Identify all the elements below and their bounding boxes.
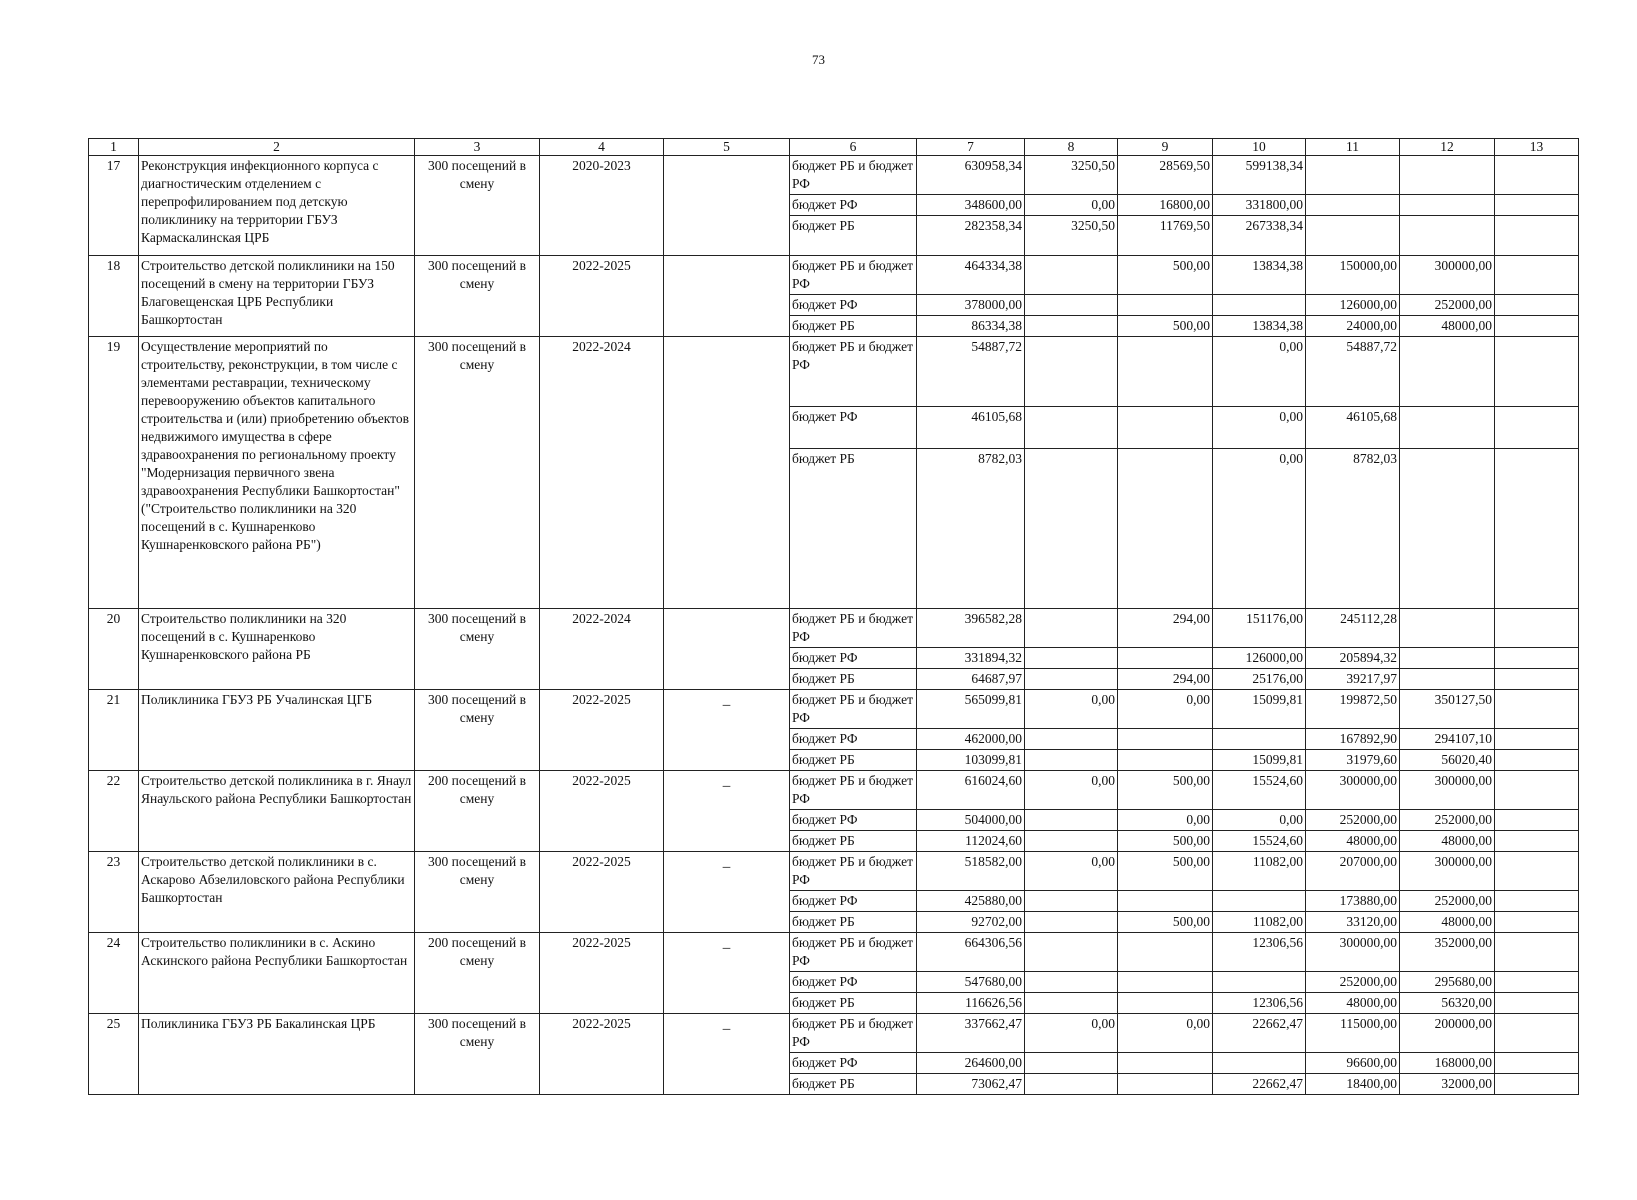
amount-c10: 599138,34 — [1213, 156, 1306, 195]
amount-c13 — [1495, 729, 1579, 750]
project-name: Осуществление мероприятий по строительству, реконструкции, в том числе с элементами реставрации, техническому перевооружению объектов капитального строительства и (или) приобретению объектов недвижимого имущества в сфере здравоохранения по региональному проекту "Модернизация первичного звена здравоохранения Республики Башкортостан" ("Строительство поликлиники на 320 посещений в с. Кушнаренково Кушнаренковского района РБ") — [139, 337, 415, 609]
amount-c7: 92702,00 — [917, 912, 1025, 933]
amount-c9 — [1118, 449, 1213, 609]
amount-c12 — [1400, 216, 1495, 256]
period: 2020-2023 — [540, 156, 664, 256]
amount-c9: 500,00 — [1118, 852, 1213, 891]
amount-c9 — [1118, 972, 1213, 993]
project-name: Строительство детской поликлиники на 150 посещений в смену на территории ГБУЗ Благовещенская ЦРБ Республики Башкортостан — [139, 256, 415, 337]
amount-c7: 116626,56 — [917, 993, 1025, 1014]
amount-c11: 252000,00 — [1306, 810, 1400, 831]
amount-c13 — [1495, 972, 1579, 993]
amount-c13 — [1495, 750, 1579, 771]
amount-c13 — [1495, 669, 1579, 690]
amount-c9 — [1118, 891, 1213, 912]
funding-source: бюджет РФ — [790, 972, 917, 993]
amount-c8 — [1025, 337, 1118, 407]
row-number: 20 — [89, 609, 139, 690]
amount-c7: 73062,47 — [917, 1074, 1025, 1095]
column-header-3: 3 — [415, 139, 540, 156]
amount-c12: 350127,50 — [1400, 690, 1495, 729]
amount-c12: 300000,00 — [1400, 771, 1495, 810]
amount-c7: 112024,60 — [917, 831, 1025, 852]
amount-c11: 8782,03 — [1306, 449, 1400, 609]
column-5-value — [664, 609, 790, 690]
funding-source: бюджет РБ — [790, 993, 917, 1014]
capacity: 300 посещений в смену — [415, 256, 540, 337]
amount-c13 — [1495, 648, 1579, 669]
amount-c9: 16800,00 — [1118, 195, 1213, 216]
amount-c8 — [1025, 1053, 1118, 1074]
column-header-2: 2 — [139, 139, 415, 156]
amount-c10: 151176,00 — [1213, 609, 1306, 648]
amount-c7: 264600,00 — [917, 1053, 1025, 1074]
period: 2022-2025 — [540, 690, 664, 771]
amount-c8: 0,00 — [1025, 1014, 1118, 1053]
amount-c7: 348600,00 — [917, 195, 1025, 216]
column-header-8: 8 — [1025, 139, 1118, 156]
amount-c9: 11769,50 — [1118, 216, 1213, 256]
amount-c9: 500,00 — [1118, 831, 1213, 852]
funding-source: бюджет РБ — [790, 449, 917, 609]
amount-c13 — [1495, 316, 1579, 337]
amount-c13 — [1495, 891, 1579, 912]
amount-c10: 0,00 — [1213, 407, 1306, 449]
amount-c8 — [1025, 669, 1118, 690]
amount-c7: 616024,60 — [917, 771, 1025, 810]
funding-source: бюджет РБ и бюджет РФ — [790, 1014, 917, 1053]
amount-c11: 252000,00 — [1306, 972, 1400, 993]
amount-c8: 0,00 — [1025, 195, 1118, 216]
amount-c11: 24000,00 — [1306, 316, 1400, 337]
column-header-13: 13 — [1495, 139, 1579, 156]
amount-c9: 500,00 — [1118, 256, 1213, 295]
amount-c13 — [1495, 256, 1579, 295]
amount-c11: 150000,00 — [1306, 256, 1400, 295]
row-number: 18 — [89, 256, 139, 337]
amount-c8 — [1025, 972, 1118, 993]
amount-c7: 103099,81 — [917, 750, 1025, 771]
amount-c7: 86334,38 — [917, 316, 1025, 337]
funding-source: бюджет РБ — [790, 750, 917, 771]
column-5-value — [664, 256, 790, 337]
amount-c11: 199872,50 — [1306, 690, 1400, 729]
amount-c9: 294,00 — [1118, 609, 1213, 648]
period: 2022-2024 — [540, 337, 664, 609]
amount-c7: 337662,47 — [917, 1014, 1025, 1053]
funding-source: бюджет РФ — [790, 295, 917, 316]
amount-c10: 0,00 — [1213, 337, 1306, 407]
amount-c9: 0,00 — [1118, 1014, 1213, 1053]
period: 2022-2025 — [540, 933, 664, 1014]
column-header-12: 12 — [1400, 139, 1495, 156]
funding-source: бюджет РФ — [790, 648, 917, 669]
capacity: 300 посещений в смену — [415, 156, 540, 256]
amount-c11: 300000,00 — [1306, 771, 1400, 810]
amount-c12 — [1400, 407, 1495, 449]
amount-c13 — [1495, 933, 1579, 972]
amount-c8 — [1025, 648, 1118, 669]
row-number: 19 — [89, 337, 139, 609]
amount-c13 — [1495, 609, 1579, 648]
amount-c13 — [1495, 407, 1579, 449]
funding-source: бюджет РБ — [790, 669, 917, 690]
funding-source: бюджет РБ — [790, 216, 917, 256]
amount-c10: 126000,00 — [1213, 648, 1306, 669]
amount-c12: 32000,00 — [1400, 1074, 1495, 1095]
period: 2022-2025 — [540, 852, 664, 933]
amount-c11: 18400,00 — [1306, 1074, 1400, 1095]
funding-source: бюджет РФ — [790, 195, 917, 216]
amount-c13 — [1495, 690, 1579, 729]
table-row — [89, 771, 1579, 810]
period: 2022-2025 — [540, 1014, 664, 1095]
amount-c7: 504000,00 — [917, 810, 1025, 831]
amount-c11: 96600,00 — [1306, 1053, 1400, 1074]
amount-c7: 664306,56 — [917, 933, 1025, 972]
amount-c9 — [1118, 295, 1213, 316]
amount-c13 — [1495, 852, 1579, 891]
amount-c7: 547680,00 — [917, 972, 1025, 993]
amount-c10: 11082,00 — [1213, 852, 1306, 891]
row-number: 24 — [89, 933, 139, 1014]
amount-c11: 31979,60 — [1306, 750, 1400, 771]
project-name: Строительство детской поликлиники в с. Аскарово Абзелиловского района Республики Башкортостан — [139, 852, 415, 933]
amount-c9: 500,00 — [1118, 912, 1213, 933]
page-number: 73 — [812, 52, 825, 67]
column-5-value: _ — [664, 1014, 790, 1095]
amount-c9: 0,00 — [1118, 810, 1213, 831]
amount-c8 — [1025, 609, 1118, 648]
amount-c10: 0,00 — [1213, 810, 1306, 831]
amount-c12: 300000,00 — [1400, 852, 1495, 891]
amount-c11: 167892,90 — [1306, 729, 1400, 750]
amount-c8 — [1025, 831, 1118, 852]
amount-c9 — [1118, 750, 1213, 771]
amount-c12: 48000,00 — [1400, 831, 1495, 852]
amount-c13 — [1495, 810, 1579, 831]
amount-c7: 518582,00 — [917, 852, 1025, 891]
amount-c7: 378000,00 — [917, 295, 1025, 316]
amount-c7: 565099,81 — [917, 690, 1025, 729]
capacity: 300 посещений в смену — [415, 609, 540, 690]
amount-c9 — [1118, 729, 1213, 750]
amount-c12 — [1400, 156, 1495, 195]
amount-c11: 173880,00 — [1306, 891, 1400, 912]
amount-c10 — [1213, 891, 1306, 912]
amount-c12: 168000,00 — [1400, 1053, 1495, 1074]
capacity: 200 посещений в смену — [415, 933, 540, 1014]
table-row — [89, 337, 1579, 407]
project-name: Строительство поликлиники на 320 посещений в с. Кушнаренково Кушнаренковского района РБ — [139, 609, 415, 690]
amount-c12: 300000,00 — [1400, 256, 1495, 295]
amount-c8 — [1025, 993, 1118, 1014]
amount-c10: 22662,47 — [1213, 1014, 1306, 1053]
amount-c9: 28569,50 — [1118, 156, 1213, 195]
amount-c12: 48000,00 — [1400, 912, 1495, 933]
amount-c10: 15099,81 — [1213, 750, 1306, 771]
period: 2022-2025 — [540, 256, 664, 337]
amount-c12 — [1400, 337, 1495, 407]
period: 2022-2025 — [540, 771, 664, 852]
project-name: Строительство детской поликлиника в г. Янаул Янаульского района Республики Башкортостан — [139, 771, 415, 852]
column-header-5: 5 — [664, 139, 790, 156]
capacity: 300 посещений в смену — [415, 852, 540, 933]
amount-c12: 295680,00 — [1400, 972, 1495, 993]
amount-c9: 500,00 — [1118, 316, 1213, 337]
project-name: Поликлиника ГБУЗ РБ Учалинская ЦГБ — [139, 690, 415, 771]
amount-c13 — [1495, 1053, 1579, 1074]
amount-c10: 15099,81 — [1213, 690, 1306, 729]
amount-c8 — [1025, 256, 1118, 295]
table-row — [89, 852, 1579, 891]
funding-source: бюджет РФ — [790, 1053, 917, 1074]
amount-c9 — [1118, 648, 1213, 669]
row-number: 22 — [89, 771, 139, 852]
amount-c7: 331894,32 — [917, 648, 1025, 669]
amount-c8: 3250,50 — [1025, 216, 1118, 256]
table-row — [89, 690, 1579, 729]
capacity: 200 посещений в смену — [415, 771, 540, 852]
funding-source: бюджет РБ и бюджет РФ — [790, 156, 917, 195]
header-row — [89, 139, 1579, 156]
column-header-6: 6 — [790, 139, 917, 156]
budget-table — [88, 138, 1579, 1095]
amount-c9 — [1118, 407, 1213, 449]
amount-c9: 0,00 — [1118, 690, 1213, 729]
column-5-value: _ — [664, 852, 790, 933]
amount-c7: 282358,34 — [917, 216, 1025, 256]
amount-c10 — [1213, 1053, 1306, 1074]
amount-c10: 12306,56 — [1213, 993, 1306, 1014]
column-5-value: _ — [664, 690, 790, 771]
funding-source: бюджет РБ — [790, 316, 917, 337]
amount-c7: 396582,28 — [917, 609, 1025, 648]
funding-source: бюджет РБ и бюджет РФ — [790, 852, 917, 891]
amount-c7: 630958,34 — [917, 156, 1025, 195]
amount-c11: 33120,00 — [1306, 912, 1400, 933]
amount-c11: 39217,97 — [1306, 669, 1400, 690]
amount-c12: 252000,00 — [1400, 295, 1495, 316]
column-header-7: 7 — [917, 139, 1025, 156]
amount-c10: 25176,00 — [1213, 669, 1306, 690]
amount-c13 — [1495, 1014, 1579, 1053]
amount-c11: 46105,68 — [1306, 407, 1400, 449]
amount-c13 — [1495, 912, 1579, 933]
funding-source: бюджет РБ и бюджет РФ — [790, 933, 917, 972]
funding-source: бюджет РБ и бюджет РФ — [790, 690, 917, 729]
amount-c11: 48000,00 — [1306, 831, 1400, 852]
amount-c10: 267338,34 — [1213, 216, 1306, 256]
capacity: 300 посещений в смену — [415, 337, 540, 609]
table-row — [89, 1014, 1579, 1053]
column-header-11: 11 — [1306, 139, 1400, 156]
row-number: 25 — [89, 1014, 139, 1095]
amount-c12 — [1400, 669, 1495, 690]
column-5-value: _ — [664, 933, 790, 1014]
amount-c12: 56320,00 — [1400, 993, 1495, 1014]
table-row — [89, 933, 1579, 972]
column-header-4: 4 — [540, 139, 664, 156]
project-name: Реконструкция инфекционного корпуса с диагностическим отделением с перепрофилированием под детскую поликлинику на территории ГБУЗ Кармаскалинская ЦРБ — [139, 156, 415, 256]
amount-c8 — [1025, 407, 1118, 449]
amount-c8 — [1025, 810, 1118, 831]
amount-c10: 13834,38 — [1213, 256, 1306, 295]
amount-c8: 0,00 — [1025, 771, 1118, 810]
column-5-value — [664, 337, 790, 609]
amount-c11: 126000,00 — [1306, 295, 1400, 316]
column-header-10: 10 — [1213, 139, 1306, 156]
amount-c11: 207000,00 — [1306, 852, 1400, 891]
amount-c12 — [1400, 449, 1495, 609]
amount-c10 — [1213, 295, 1306, 316]
amount-c7: 64687,97 — [917, 669, 1025, 690]
amount-c9: 294,00 — [1118, 669, 1213, 690]
amount-c8 — [1025, 750, 1118, 771]
amount-c12 — [1400, 648, 1495, 669]
amount-c13 — [1495, 216, 1579, 256]
amount-c13 — [1495, 337, 1579, 407]
amount-c8: 3250,50 — [1025, 156, 1118, 195]
funding-source: бюджет РФ — [790, 891, 917, 912]
amount-c9 — [1118, 1074, 1213, 1095]
funding-source: бюджет РБ и бюджет РФ — [790, 609, 917, 648]
amount-c9: 500,00 — [1118, 771, 1213, 810]
funding-source: бюджет РБ — [790, 831, 917, 852]
amount-c7: 464334,38 — [917, 256, 1025, 295]
amount-c9 — [1118, 933, 1213, 972]
amount-c10 — [1213, 972, 1306, 993]
amount-c7: 8782,03 — [917, 449, 1025, 609]
amount-c10: 15524,60 — [1213, 771, 1306, 810]
amount-c12: 294107,10 — [1400, 729, 1495, 750]
period: 2022-2024 — [540, 609, 664, 690]
amount-c8 — [1025, 316, 1118, 337]
funding-source: бюджет РБ и бюджет РФ — [790, 771, 917, 810]
table-row — [89, 156, 1579, 195]
amount-c12: 252000,00 — [1400, 891, 1495, 912]
funding-source: бюджет РБ и бюджет РФ — [790, 337, 917, 407]
amount-c11: 54887,72 — [1306, 337, 1400, 407]
amount-c10 — [1213, 729, 1306, 750]
amount-c10: 22662,47 — [1213, 1074, 1306, 1095]
capacity: 300 посещений в смену — [415, 1014, 540, 1095]
column-header-1: 1 — [89, 139, 139, 156]
amount-c10: 11082,00 — [1213, 912, 1306, 933]
funding-source: бюджет РБ — [790, 1074, 917, 1095]
capacity: 300 посещений в смену — [415, 690, 540, 771]
amount-c10: 13834,38 — [1213, 316, 1306, 337]
amount-c8 — [1025, 891, 1118, 912]
amount-c10: 0,00 — [1213, 449, 1306, 609]
amount-c13 — [1495, 156, 1579, 195]
amount-c7: 54887,72 — [917, 337, 1025, 407]
column-header-9: 9 — [1118, 139, 1213, 156]
amount-c10: 331800,00 — [1213, 195, 1306, 216]
amount-c12: 352000,00 — [1400, 933, 1495, 972]
project-name: Поликлиника ГБУЗ РБ Бакалинская ЦРБ — [139, 1014, 415, 1095]
amount-c8 — [1025, 449, 1118, 609]
amount-c13 — [1495, 771, 1579, 810]
amount-c13 — [1495, 831, 1579, 852]
amount-c11: 205894,32 — [1306, 648, 1400, 669]
amount-c8 — [1025, 295, 1118, 316]
amount-c12: 200000,00 — [1400, 1014, 1495, 1053]
table-row — [89, 256, 1579, 295]
amount-c11: 300000,00 — [1306, 933, 1400, 972]
table-row — [89, 609, 1579, 648]
row-number: 23 — [89, 852, 139, 933]
amount-c10: 15524,60 — [1213, 831, 1306, 852]
amount-c10: 12306,56 — [1213, 933, 1306, 972]
table-body — [89, 156, 1579, 1095]
column-5-value: _ — [664, 771, 790, 852]
amount-c12 — [1400, 609, 1495, 648]
amount-c12 — [1400, 195, 1495, 216]
amount-c12: 56020,40 — [1400, 750, 1495, 771]
amount-c12: 252000,00 — [1400, 810, 1495, 831]
funding-source: бюджет РФ — [790, 729, 917, 750]
amount-c11: 48000,00 — [1306, 993, 1400, 1014]
amount-c12: 48000,00 — [1400, 316, 1495, 337]
amount-c13 — [1495, 195, 1579, 216]
amount-c11 — [1306, 195, 1400, 216]
amount-c8 — [1025, 729, 1118, 750]
amount-c13 — [1495, 993, 1579, 1014]
row-number: 21 — [89, 690, 139, 771]
amount-c8: 0,00 — [1025, 690, 1118, 729]
amount-c8 — [1025, 933, 1118, 972]
amount-c9 — [1118, 993, 1213, 1014]
amount-c11: 115000,00 — [1306, 1014, 1400, 1053]
amount-c13 — [1495, 449, 1579, 609]
amount-c13 — [1495, 295, 1579, 316]
funding-source: бюджет РБ и бюджет РФ — [790, 256, 917, 295]
funding-source: бюджет РФ — [790, 407, 917, 449]
amount-c8: 0,00 — [1025, 852, 1118, 891]
amount-c7: 46105,68 — [917, 407, 1025, 449]
amount-c7: 425880,00 — [917, 891, 1025, 912]
amount-c11 — [1306, 156, 1400, 195]
column-5-value — [664, 156, 790, 256]
amount-c11: 245112,28 — [1306, 609, 1400, 648]
amount-c8 — [1025, 912, 1118, 933]
amount-c8 — [1025, 1074, 1118, 1095]
amount-c9 — [1118, 337, 1213, 407]
amount-c7: 462000,00 — [917, 729, 1025, 750]
funding-source: бюджет РБ — [790, 912, 917, 933]
amount-c13 — [1495, 1074, 1579, 1095]
amount-c9 — [1118, 1053, 1213, 1074]
project-name: Строительство поликлиники в с. Аскино Аскинского района Республики Башкортостан — [139, 933, 415, 1014]
amount-c11 — [1306, 216, 1400, 256]
funding-source: бюджет РФ — [790, 810, 917, 831]
row-number: 17 — [89, 156, 139, 256]
